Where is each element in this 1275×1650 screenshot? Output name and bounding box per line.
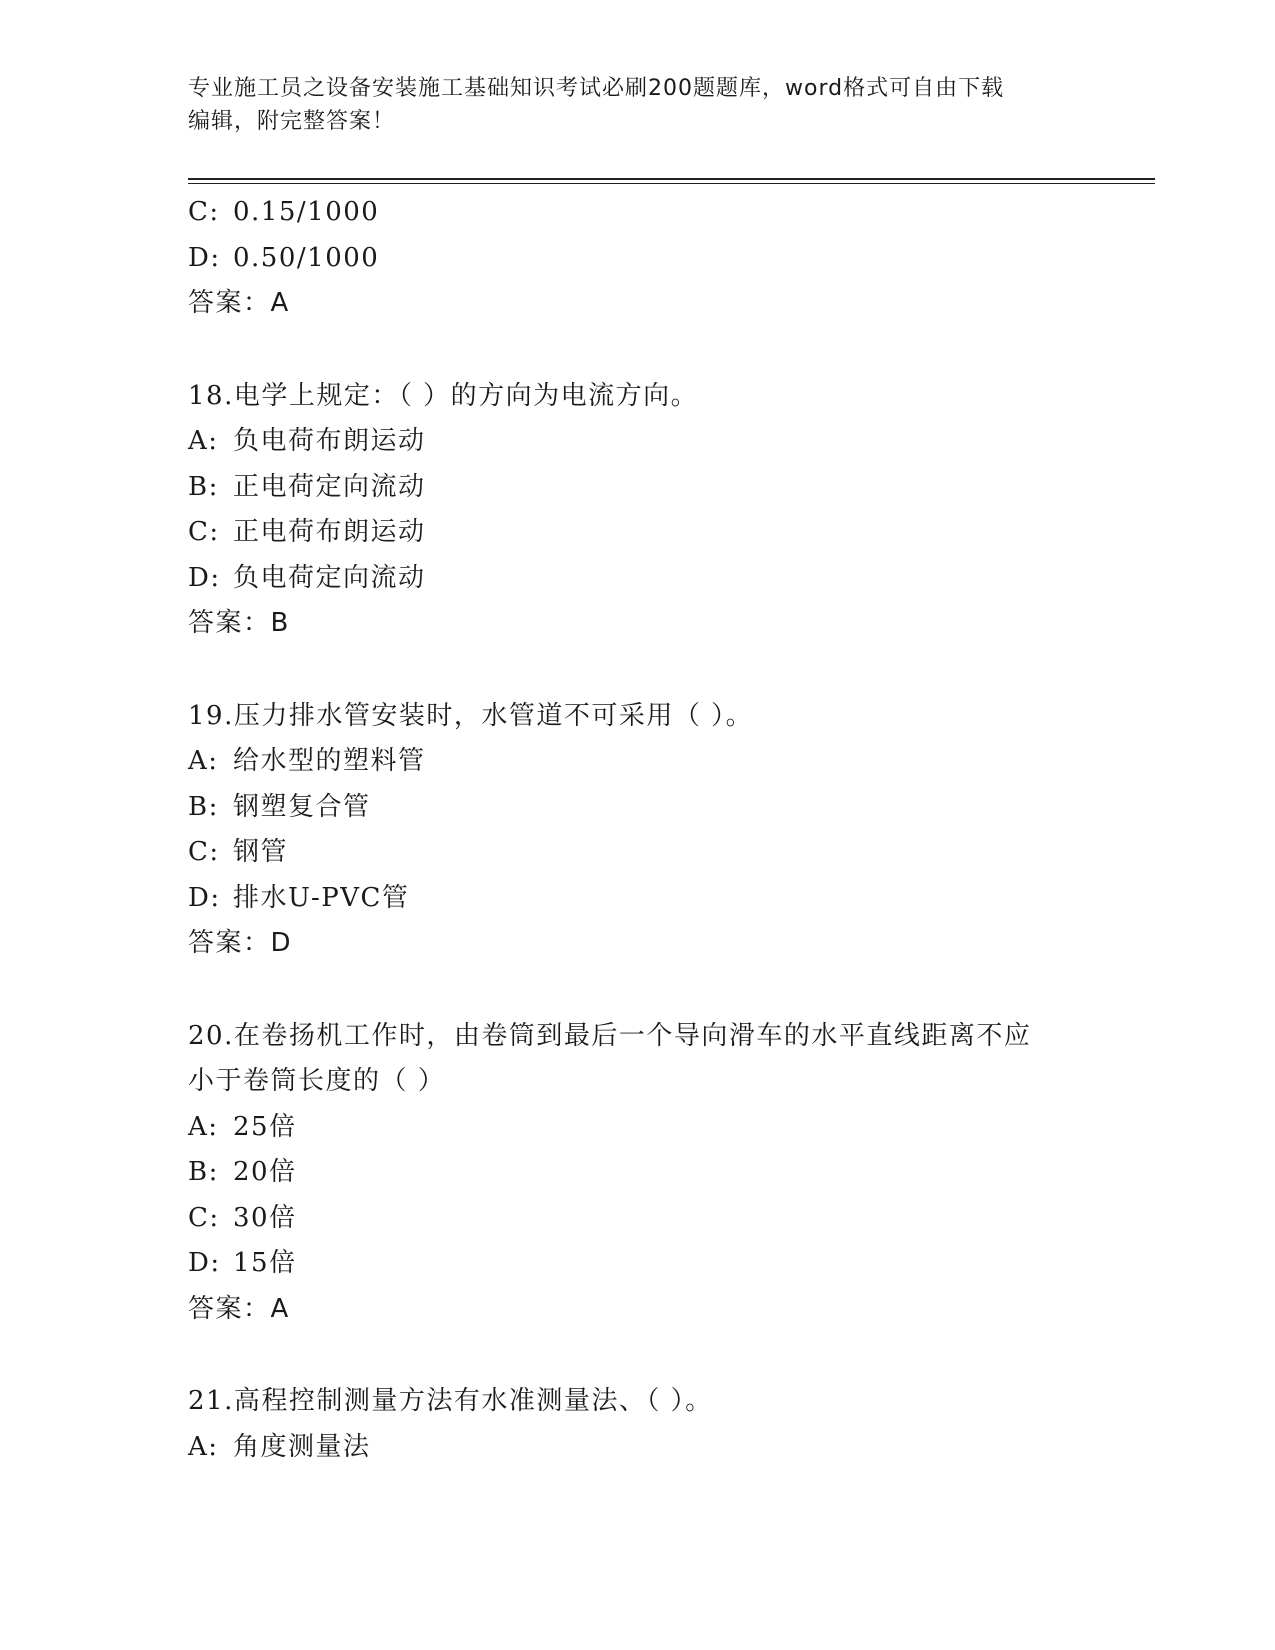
option-letter: A: — [188, 1111, 219, 1142]
option-a — [188, 739, 1088, 785]
option-letter: C: — [188, 517, 220, 547]
option-c — [188, 190, 1088, 236]
header-divider-thin — [188, 183, 1155, 184]
option-a — [188, 419, 1088, 465]
option-letter: D: — [188, 882, 221, 913]
option-text: 正电荷定向流动 — [233, 471, 426, 502]
question-20-stem-line-1: 20.在卷扬机工作时，由卷筒到最后一个导向滑车的水平直线距离不应 — [188, 1020, 1032, 1051]
option-d — [188, 236, 1088, 282]
option-a — [188, 1425, 1088, 1471]
page-title-line-1: 专业施工员之设备安装施工基础知识考试必刷200题题库，word格式可自由下载 — [188, 76, 1005, 101]
question-19-stem: 19.压力排水管安装时，水管道不可采用（ ）。 — [188, 700, 754, 731]
question-21-stem: 21.高程控制测量方法有水准测量法、（ ）。 — [188, 1386, 713, 1416]
option-text: 0.15/1000 — [233, 197, 380, 227]
option-b — [188, 785, 1088, 831]
option-c — [188, 830, 1088, 876]
option-text: 25倍 — [233, 1111, 297, 1142]
option-letter: C: — [188, 837, 220, 867]
option-b — [188, 1150, 1088, 1196]
option-text: 负电荷定向流动 — [233, 562, 426, 593]
option-text: 0.50/1000 — [233, 242, 380, 273]
option-text: 排水U-PVC管 — [233, 882, 410, 913]
answer-line: 答案：A — [188, 288, 290, 318]
option-text: 30倍 — [233, 1202, 297, 1233]
option-c — [188, 510, 1088, 556]
option-letter: D: — [188, 242, 221, 273]
page-title-line-2: 编辑，附完整答案！ — [188, 109, 396, 134]
option-d — [188, 1241, 1088, 1287]
option-d — [188, 556, 1088, 602]
option-letter: A: — [188, 426, 219, 456]
option-letter: A: — [188, 746, 219, 776]
answer-line: 答案：B — [188, 608, 290, 638]
question-18-stem: 18.电学上规定：（ ）的方向为电流方向。 — [188, 380, 699, 411]
option-c — [188, 1196, 1088, 1242]
page-header — [188, 72, 1088, 138]
header-divider-thick — [188, 178, 1155, 180]
answer-line: 答案：A — [188, 1293, 290, 1324]
option-letter: D: — [188, 562, 221, 593]
option-text: 20倍 — [233, 1157, 297, 1187]
option-d — [188, 876, 1088, 922]
option-text: 15倍 — [233, 1248, 297, 1278]
option-text: 钢塑复合管 — [233, 791, 371, 822]
option-letter: D: — [188, 1248, 221, 1278]
option-letter: B: — [188, 791, 219, 822]
option-letter: B: — [188, 1157, 219, 1187]
option-letter: C: — [188, 197, 220, 227]
option-letter: A: — [188, 1431, 219, 1462]
option-b — [188, 465, 1088, 511]
option-letter: B: — [188, 471, 219, 502]
question-20-stem-line-2: 小于卷筒长度的（ ） — [188, 1066, 446, 1096]
option-a — [188, 1105, 1088, 1151]
document-body — [188, 190, 1088, 1470]
option-text: 角度测量法 — [233, 1431, 371, 1462]
option-text: 正电荷布朗运动 — [233, 517, 426, 547]
option-letter: C: — [188, 1202, 220, 1233]
option-text: 钢管 — [233, 837, 289, 867]
option-text: 负电荷布朗运动 — [233, 426, 426, 456]
option-text: 给水型的塑料管 — [233, 746, 426, 776]
answer-line: 答案：D — [188, 928, 293, 958]
